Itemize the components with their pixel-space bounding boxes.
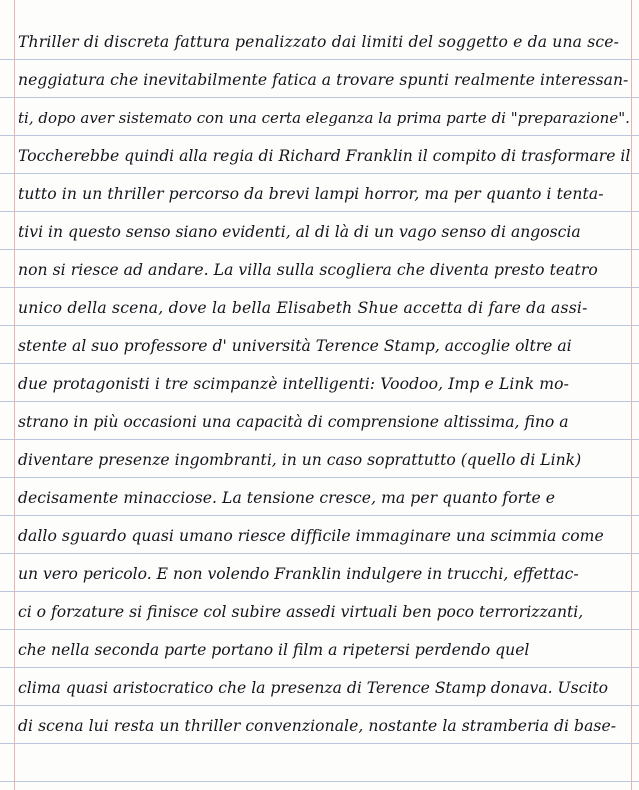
text-line: strano in più occasioni una capacità di comprensione altissima, fino a (18, 413, 569, 431)
text-line: decisamente minacciose. La tensione cresce, ma per quanto forte e (18, 489, 556, 507)
text-line: clima quasi aristocratico che la presenza di Terence Stamp donava. Uscito (18, 679, 609, 697)
text-line: due protagonisti i tre scimpanzè intelligenti: Voodoo, Imp e Link mo- (18, 375, 569, 393)
text-line: dallo sguardo quasi umano riesce difficile immaginare una scimmia come (18, 527, 604, 545)
text-line: ci o forzature si finisce col subire assedi virtuali ben poco terrorizzanti, (18, 603, 584, 621)
text-line: non si riesce ad andare. La villa sulla scogliera che diventa presto teatro (18, 261, 598, 279)
right-margin-rule (631, 0, 632, 790)
text-line: Thriller di discreta fattura penalizzato dai limiti del soggetto e da una sce- (18, 33, 620, 51)
text-line: che nella seconda parte portano il film a ripetersi perdendo quel (18, 641, 530, 659)
text-line: tivi in questo senso siano evidenti, al di là di un vago senso di angoscia (18, 223, 581, 241)
text-line: ti, dopo aver sistemato con una certa eleganza la prima parte di "preparazione". (18, 109, 630, 127)
text-line: un vero pericolo. E non volendo Franklin indulgere in trucchi, effettac- (18, 565, 579, 583)
text-line: diventare presenze ingombranti, in un caso soprattutto (quello di Link) (18, 451, 582, 469)
text-line: stente al suo professore d' università Terence Stamp, accoglie oltre ai (18, 337, 572, 355)
text-line: unico della scena, dove la bella Elisabeth Shue accetta di fare da assi- (18, 299, 588, 317)
text-line: di scena lui resta un thriller convenzionale, nostante la stramberia di base- (18, 717, 617, 735)
text-line: tutto in un thriller percorso da brevi lampi horror, ma per quanto i tenta- (18, 185, 604, 203)
text-line: Toccherebbe quindi alla regia di Richard Franklin il compito di trasformare il (18, 147, 630, 165)
text-line: neggiatura che inevitabilmente fatica a trovare spunti realmente interessan- (18, 71, 629, 89)
left-margin-rule (14, 0, 15, 790)
